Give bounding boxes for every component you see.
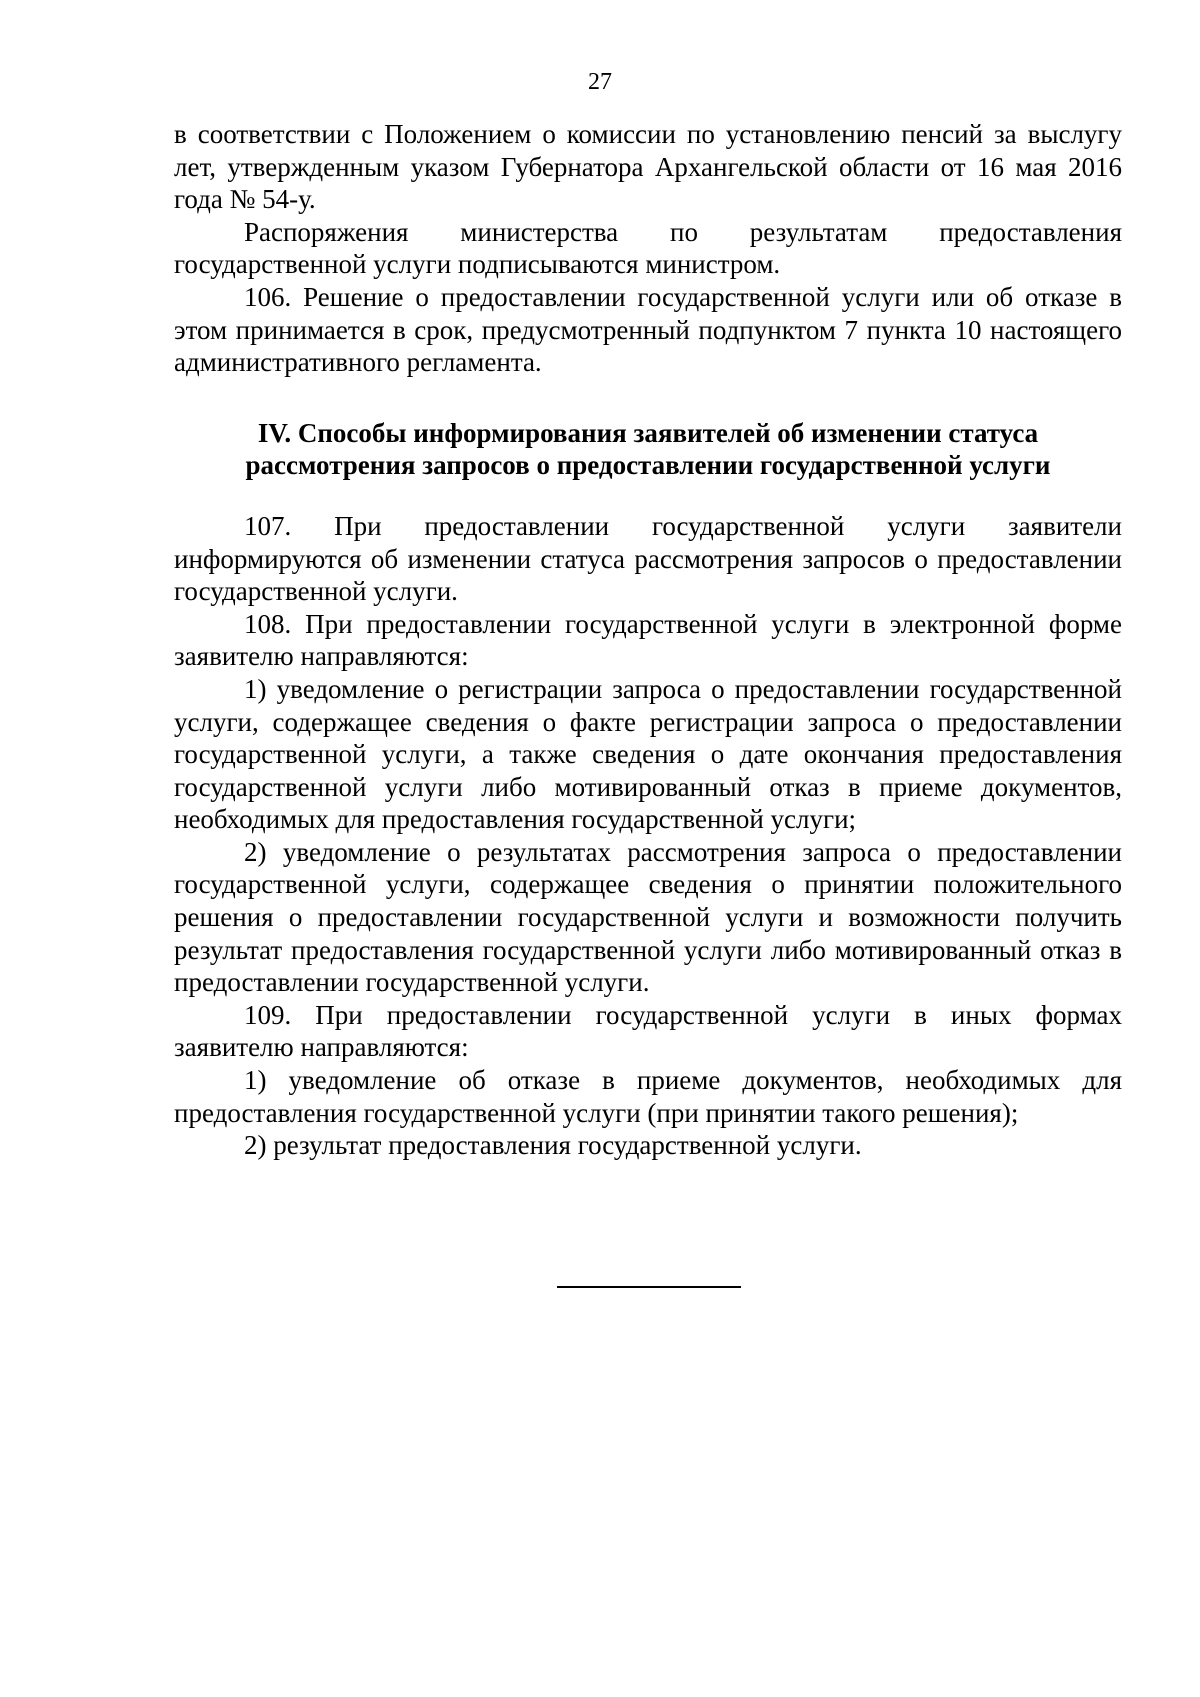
section-heading-line-1: IV. Способы информирования заявителей об изменении статуса (257, 417, 1039, 448)
paragraph-109-item-1: 1) уведомление об отказе в приеме документов, необходимых для предоставления государственной услуги (при принятии такого решения); (174, 1065, 1122, 1128)
paragraph-108: 108. При предоставлении государственной услуги в электронной форме заявителю направляются: (174, 608, 1122, 672)
paragraph-continuation: в соответствии с Положением о комиссии по установлению пенсий за выслугу лет, утвержденным указом Губернатора Архангельской области от 16 мая 2016 года № 54-у. (174, 119, 1122, 215)
paragraph-108-item-1: 1) уведомление о регистрации запроса о предоставлении государственной услуги, содержащее сведения о факте регистрации запроса о предоставлении государственной услуги, а также сведения о дате окончания предоставления государственной услуги либо мотивированный отказ в приеме документов, необходимых для предоставления государственной услуги; (174, 673, 1122, 835)
paragraph-107: 107. При предоставлении государственной услуги заявители информируются об изменении статуса рассмотрения запросов о предоставлении государственной услуги. (174, 510, 1122, 607)
section-heading-line-2: рассмотрения запросов о предоставлении государственной услуги (245, 450, 1051, 481)
section-heading (174, 417, 1122, 482)
paragraph-109: 109. При предоставлении государственной услуги в иных формах заявителю направляются: (174, 999, 1122, 1063)
paragraph-orders: Распоряжения министерства по результатам предоставления государственной услуги подписываются министром. (174, 216, 1122, 280)
paragraph-108-item-2: 2) уведомление о результатах рассмотрения запроса о предоставлении государственной услуги, содержащее сведения о принятии положительного решения о предоставлении государственной услуги и возможности получить результат предоставления государственной услуги либо мотивированный отказ в предоставлении государственной услуги. (174, 836, 1122, 998)
document-body (174, 118, 1122, 1162)
end-separator-line (557, 1286, 741, 1288)
page-number: 27 (588, 69, 612, 95)
paragraph-106: 106. Решение о предоставлении государственной услуги или об отказе в этом принимается в срок, предусмотренный подпунктом 7 пункта 10 настоящего административного регламента. (174, 281, 1122, 378)
paragraph-109-item-2: 2) результат предоставления государственной услуги. (244, 1130, 862, 1161)
